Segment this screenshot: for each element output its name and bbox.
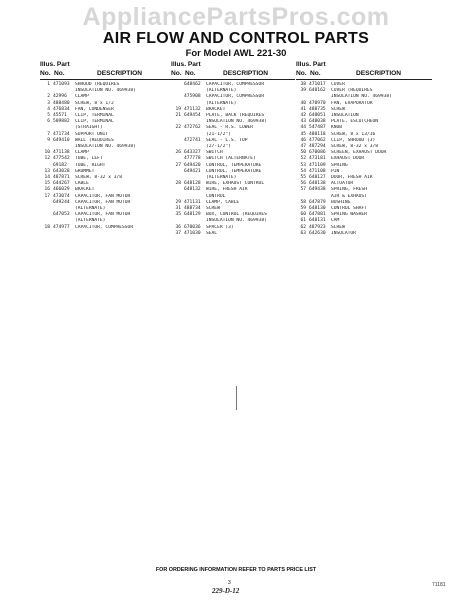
part-no: 477062 [309, 137, 326, 143]
part-description: EXHAUST DOOR [331, 156, 365, 162]
illus-no: 19 [175, 106, 181, 112]
part-no: 487294 [309, 144, 326, 150]
illus-no: 46 [300, 137, 306, 143]
illus-no: 37 [175, 230, 181, 236]
part-no: 648138 [309, 181, 326, 187]
part-description: PIN [331, 168, 340, 174]
part-no: 471017 [309, 82, 326, 87]
part-no: 471132 [184, 106, 201, 112]
illus-no: 17 [44, 193, 50, 199]
illus-no: 60 [300, 212, 306, 218]
part-no: 648130 [309, 206, 326, 212]
part-no: 473074 [53, 193, 70, 199]
header-description: DESCRIPTION [97, 70, 143, 77]
part-description: CLIP, TERMINAL [75, 119, 114, 125]
illus-no: 39 [300, 88, 306, 94]
illus-no: 41 [300, 106, 306, 112]
part-description: FAN, CONDENSER [75, 106, 114, 112]
part-description: CLIP, SHROUD (3) [331, 137, 376, 143]
illus-no: 10 [44, 150, 50, 156]
illus-no: 22 [175, 125, 181, 131]
part-no: 648051 [309, 113, 326, 119]
illus-no: 28 [175, 181, 181, 187]
illus-no: 61 [300, 218, 306, 224]
part-description: BRACKET [75, 187, 95, 193]
part-no: 547487 [309, 125, 326, 131]
part-no: 648129 [184, 212, 201, 218]
part-description: COVER [331, 82, 345, 87]
part-no: 477778 [184, 156, 201, 162]
part-description: SCREW, 8-32 x 3/8 [75, 175, 123, 181]
part-no: 488480 [53, 100, 70, 106]
page-title: AIR FLOW AND CONTROL PARTS [102, 30, 370, 47]
part-no: 477542 [53, 156, 70, 162]
part-description: (ALTERNATE) [206, 175, 237, 181]
part-description: CAPACITOR, COMPRESSOR [206, 82, 265, 87]
header-no: No. [296, 70, 307, 77]
part-no: 648128 [184, 181, 201, 187]
parts-list [296, 82, 432, 237]
part-description: TUBE, LEFT [75, 156, 103, 162]
header-illus-part: Illus. Part [171, 61, 201, 68]
parts-column-2 [171, 59, 295, 237]
part-no: 466029 [53, 187, 70, 193]
parts-row [171, 231, 295, 237]
part-description: CLAMP, CABLE [206, 199, 240, 205]
part-no: 475908 [184, 94, 201, 100]
part-no: 648462 [184, 82, 201, 87]
part-no: 488735 [309, 106, 326, 112]
part-description: (STRAIGHT) [75, 125, 103, 131]
part-description: (27-1/2") [206, 144, 231, 150]
illus-no: 50 [300, 150, 306, 156]
part-description: CLAMP [75, 94, 89, 100]
part-no: 471093 [53, 82, 70, 87]
part-description: SCREW, 8 x 13/16 [331, 131, 376, 137]
part-description: (ALTERNATE) [75, 206, 106, 212]
illus-no: 47 [300, 144, 306, 150]
part-description: SWITCH [206, 150, 223, 156]
watermark-text: AppliancePartsPros.com [82, 3, 390, 31]
illus-no: 45 [300, 131, 306, 137]
part-description: WALL (REQUIRES [75, 137, 114, 143]
part-no: 487923 [309, 224, 326, 230]
part-no: 649244 [53, 199, 70, 205]
illus-no: 1 [47, 82, 50, 87]
part-description: INSULATION NO. 469938) [75, 88, 136, 94]
illus-no: 57 [300, 187, 306, 193]
part-description: SWITCH (ALTERNATE) [206, 156, 256, 162]
part-no: 648162 [309, 88, 326, 94]
part-no: 472741 [184, 137, 201, 143]
illus-no: 21 [175, 113, 181, 119]
part-no: 647881 [309, 212, 326, 218]
part-description: BOX, CONTROL (REQUIRES [206, 212, 267, 218]
part-no: 471108 [309, 168, 326, 174]
illus-no: 16 [44, 187, 50, 193]
part-description: SPRING, FRESH [331, 187, 367, 193]
part-no: 648127 [309, 175, 326, 181]
part-description: SPRING [331, 162, 348, 168]
header-no: No. [185, 70, 196, 77]
part-no: 642630 [309, 230, 326, 236]
part-description: SCREW [331, 106, 345, 112]
part-description: CAPACITOR, COMPRESSOR [206, 94, 265, 100]
part-description: TUBE, RIGHT [75, 162, 106, 168]
part-description: CONTROL SHAFT [331, 206, 367, 212]
header-no: No. [54, 70, 65, 77]
part-description: CONTROL, TEMPERATURE [206, 168, 262, 174]
illus-no: 15 [44, 181, 50, 187]
part-description: CABLE [75, 181, 89, 187]
part-no: 670086 [309, 150, 326, 156]
illus-no: 5 [47, 113, 50, 119]
header-illus-part: Illus. Part [40, 61, 70, 68]
part-description: SCREEN, EXHAUST DOOR [331, 150, 387, 156]
part-description: SCREW, 8 x 1/2 [75, 100, 114, 106]
part-no: 643028 [53, 168, 70, 174]
ordering-footer: FOR ORDERING INFORMATION REFER TO PARTS PRICE LIST [155, 567, 317, 573]
part-no: 69182 [53, 162, 67, 168]
part-description: SUPPORT UNIT [75, 131, 109, 137]
part-no: 471109 [309, 162, 326, 168]
illus-no: 7 [47, 131, 50, 137]
part-no: 471131 [184, 199, 201, 205]
part-description: AIR & EXHAUST [331, 193, 367, 199]
part-description: INSULATION NO. 469938) [206, 119, 267, 125]
header-description: DESCRIPTION [223, 70, 269, 77]
part-description: ACTUATOR [331, 181, 354, 187]
illus-no: 12 [44, 156, 50, 162]
part-description: GROMMET [75, 168, 95, 174]
part-no: 42996 [53, 94, 67, 100]
illus-no: 6 [47, 119, 50, 125]
part-description: CONTROL, TEMPERATURE [206, 162, 262, 168]
illus-no: 9 [47, 137, 50, 143]
part-description: BUSHING [331, 199, 351, 205]
part-description: SEAL - R.S. LOWER [206, 125, 254, 131]
illus-no: 27 [175, 162, 181, 168]
part-description: CAM [331, 218, 340, 224]
part-description: INSULATION NO. 469938) [75, 144, 136, 150]
part-description: (ALTERNATE) [206, 88, 237, 94]
part-description: SCREW [206, 206, 220, 212]
header-illus-part: Illus. Part [296, 61, 326, 68]
part-no: 471138 [53, 150, 70, 156]
part-no: 509882 [53, 119, 70, 125]
part-no: 648132 [184, 187, 201, 193]
part-no: 644267 [53, 181, 70, 187]
illus-no: 18 [44, 224, 50, 230]
part-no: 649420 [184, 162, 201, 168]
part-description: SCREW [331, 224, 345, 230]
illus-no: 42 [300, 113, 306, 119]
part-description: CAPACITOR, FAN MOTOR [75, 193, 131, 199]
column-header [171, 59, 295, 80]
illus-no: 36 [175, 224, 181, 230]
illus-no: 13 [44, 168, 50, 174]
illus-no: 29 [175, 199, 181, 205]
part-description: INSULATION NO. 469938) [206, 218, 267, 224]
part-no: 472762 [184, 125, 201, 131]
part-description: CAPACITOR, COMPRESSOR [75, 224, 134, 230]
column-header [296, 59, 432, 80]
illus-no: 62 [300, 224, 306, 230]
part-no: 649454 [184, 113, 201, 119]
header-no: No. [40, 70, 51, 77]
part-no: 45571 [53, 113, 67, 119]
illus-no: 2 [47, 94, 50, 100]
part-no: 470970 [309, 100, 326, 106]
part-no: 670036 [184, 224, 201, 230]
part-description: INSULATION NO. 469938) [331, 94, 392, 100]
parts-list [171, 82, 295, 237]
parts-row [296, 231, 432, 237]
part-description: SHROUD (REQUIRES [75, 82, 120, 87]
illus-no: 56 [300, 181, 306, 187]
part-no: 488734 [184, 206, 201, 212]
column-header [40, 59, 173, 80]
handwritten-note: 229-D-12 [212, 587, 240, 595]
page-subtitle: For Model AWL 221-30 [185, 48, 287, 59]
illus-no: 63 [300, 230, 306, 236]
page-number: 3 [228, 580, 231, 586]
illus-no: 35 [175, 212, 181, 218]
part-description: CAPACITOR, FAN MOTOR [75, 212, 131, 218]
parts-list [40, 82, 173, 231]
header-no: No. [310, 70, 321, 77]
part-no: 487871 [53, 175, 70, 181]
illus-no: 38 [300, 82, 306, 87]
part-description: SPRING WASHER [331, 212, 367, 218]
part-description: CLAMP [75, 150, 89, 156]
part-description: COVER (REQUIRES [331, 88, 373, 94]
part-description: WIRE, FRESH AIR [206, 187, 248, 193]
illus-no: 14 [44, 175, 50, 181]
illus-no: 52 [300, 156, 306, 162]
part-description: PLATE, ESCUTCHEON [331, 119, 379, 125]
illus-no: 26 [175, 150, 181, 156]
part-description: (21-1/2") [206, 131, 231, 137]
part-no: 471030 [184, 230, 201, 236]
part-no: 648131 [309, 218, 326, 224]
print-code: 71181 [432, 582, 446, 588]
part-description: SPACER (3) [206, 224, 234, 230]
part-description: CLIP, TERMINAL [75, 113, 114, 119]
part-no: 471734 [53, 131, 70, 137]
part-description: INSULATION [331, 113, 359, 119]
part-no: 643327 [184, 150, 201, 156]
part-no: 649421 [184, 168, 201, 174]
illus-no: 54 [300, 168, 306, 174]
part-no: 649438 [309, 187, 326, 193]
part-no: 488118 [309, 131, 326, 137]
part-no: 474977 [53, 224, 70, 230]
part-description: (ALTERNATE) [206, 100, 237, 106]
parts-column-3 [296, 59, 432, 237]
header-no: No. [171, 70, 182, 77]
part-no: 649410 [53, 137, 70, 143]
illus-no: 59 [300, 206, 306, 212]
part-description: WIRE, EXHAUST CONTROL [206, 181, 265, 187]
part-description: BRACKET [206, 106, 226, 112]
part-description: PLATE, BACK (REQUIRES [206, 113, 265, 119]
parts-row [40, 225, 173, 231]
part-no: 648038 [309, 119, 326, 125]
part-description: SEAL [206, 230, 218, 236]
part-description: SCREW, 8-32 x 3/8 [331, 144, 379, 150]
illus-no: 44 [300, 125, 306, 131]
illus-no: 3 [47, 100, 50, 106]
part-no: 647879 [309, 199, 326, 205]
part-no: 647053 [53, 212, 70, 218]
illus-no: 58 [300, 199, 306, 205]
illus-no: 55 [300, 175, 306, 181]
part-description: CONTROL [206, 193, 226, 199]
part-description: SEAL - L.S. TOP [206, 137, 248, 143]
part-description: KNOB [331, 125, 343, 131]
part-description: INSULATOR [331, 230, 356, 236]
illus-no: 40 [300, 100, 306, 106]
part-description: FAN, EVAPORATOR [331, 100, 373, 106]
part-no: 476834 [53, 106, 70, 112]
part-description: CAPACITOR, FAN MOTOR [75, 199, 131, 205]
illus-no: 53 [300, 162, 306, 168]
part-description: (ALTERNATE) [75, 218, 106, 224]
header-description: DESCRIPTION [356, 70, 402, 77]
divider [236, 386, 237, 410]
part-description: DOOR, FRESH AIR [331, 175, 373, 181]
illus-no: 4 [47, 106, 50, 112]
parts-column-1 [40, 59, 173, 231]
part-no: 473181 [309, 156, 326, 162]
illus-no: 43 [300, 119, 306, 125]
illus-no: 31 [175, 206, 181, 212]
